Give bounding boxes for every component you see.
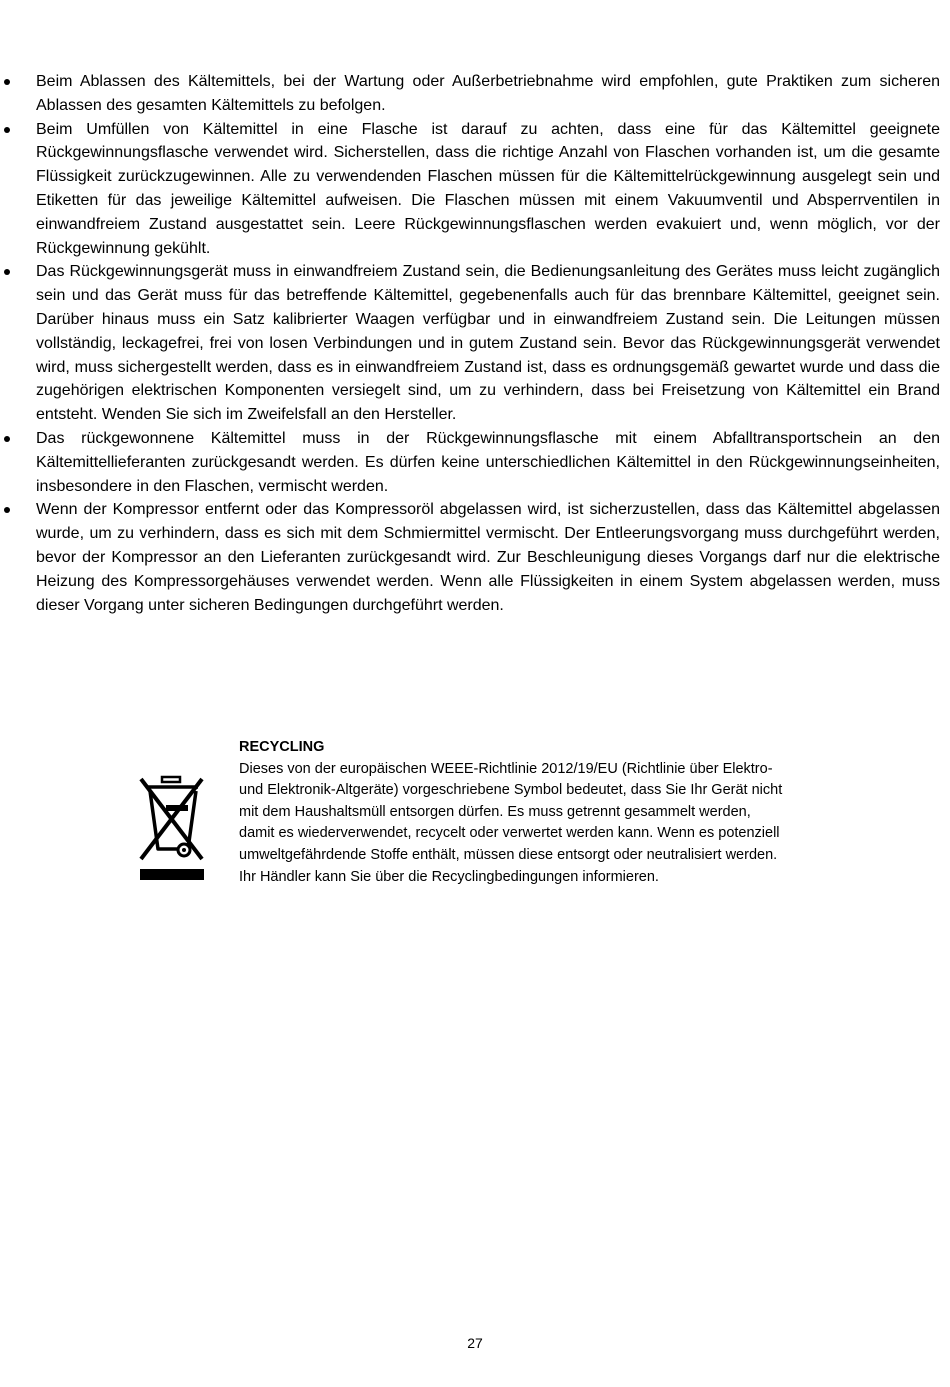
- bullet-text: Beim Ablassen des Kältemittels, bei der Wartung oder Außerbetriebnahme wird empfohlen, gute Praktiken zum sicheren Ablassen des gesamten Kältemittels zu befolgen.: [36, 73, 940, 114]
- bullet-item: [0, 427, 950, 498]
- bullet-text: Wenn der Kompressor entfernt oder das Kompressoröl abgelassen wird, ist sicherzustellen, dass das Kältemittel abgelassen wurde, um zu verhindern, dass es sich mit dem Schmiermittel vermischt. Der Entleerungsvorgang muss durchgeführt werden, bevor der Kompressor an den Lieferanten zurückgesandt wird. Zur Beschleunigung dieses Vorgangs darf nur die elektrische Heizung des Kompressorgehäuses verwendet werden. Wenn alle Flüssigkeiten in einem System abgelassen werden, muss dieser Vorgang unter sicheren Bedingungen durchgeführt werden.: [36, 501, 940, 614]
- recycling-text-line: umweltgefährdende Stoffe enthält, müssen diese entsorgt oder neutralisiert werden.: [239, 846, 778, 863]
- recycling-title: RECYCLING: [239, 739, 325, 755]
- bullet-item: [0, 118, 950, 261]
- recycling-text-line: mit dem Haushaltsmüll entsorgen dürfen. Es muss getrennt gesammelt werden,: [239, 803, 751, 820]
- recycling-text-line: und Elektronik-Altgeräte) vorgeschriebene Symbol bedeutet, dass Sie Ihr Gerät nicht: [239, 782, 783, 799]
- recycling-section: [239, 737, 879, 888]
- recycling-text-line: Dieses von der europäischen WEEE-Richtlinie 2012/19/EU (Richtlinie über Elektro-: [239, 760, 773, 777]
- bullet-text: Beim Umfüllen von Kältemittel in eine Flasche ist darauf zu achten, dass eine für das Kältemittel geeignete Rückgewinnungsflasche verwendet wird. Sicherstellen, dass die richtige Anzahl von Flaschen vorhanden ist, um die gesamte Flüssigkeit zurückzugewinnen. Alle zu verwendenden Flaschen müssen für die Kältemittelrückgewinnung ausgelegt sein und Etiketten für das jeweilige Kältemittel aufweisen. Die Flaschen müssen mit einem Vakuumventil und Absperrventilen in einwandfreiem Zustand ausgestattet sein. Leere Rückgewinnungsflaschen werden evakuiert und, wenn möglich, vor der Rückgewinnung gekühlt.: [36, 120, 940, 257]
- bullet-dot: [4, 269, 10, 275]
- bullet-dot: [4, 507, 10, 513]
- bullet-dot: [4, 436, 10, 442]
- bullet-text: Das Rückgewinnungsgerät muss in einwandfreiem Zustand sein, die Bedienungsanleitung des Gerätes muss leicht zugänglich sein und das Gerät muss für das betreffende Kältemittel, gegebenenfalls auch für das brennbare Kältemittel, geeignet sein. Darüber hinaus muss ein Satz kalibrierter Waagen verfügbar und in einwandfreiem Zustand sein. Die Leitungen müssen vollständig, leckagefrei, frei von losen Verbindungen und in gutem Zustand sein. Bevor das Rückgewinnungsgerät verwendet wird, muss sichergestellt werden, dass es in einwandfreiem Zustand ist, dass es ordnungsgemäß gewartet wurde und dass die zugehörigen elektrischen Komponenten versiegelt sind, um zu verhindern, dass bei Freisetzung von Kältemittel ein Brand entsteht. Wenden Sie sich im Zweifelsfall an den Hersteller.: [36, 263, 940, 424]
- bullet-dot: [4, 79, 10, 85]
- bullet-item: [0, 70, 950, 118]
- crossed-out-wheelie-bin-icon: [136, 773, 208, 883]
- page-number: 27: [467, 1335, 483, 1351]
- bullet-text: Das rückgewonnene Kältemittel muss in der Rückgewinnungsflasche mit einem Abfalltransportschein an den Kältemittellieferanten zurückgesandt werden. Es dürfen keine unterschiedlichen Kältemittel in den Rückgewinnungseinheiten, insbesondere in den Flaschen, vermischt werden.: [36, 429, 940, 495]
- bullet-item: [0, 260, 950, 427]
- bullet-list: [0, 70, 950, 617]
- bullet-dot: [4, 127, 10, 133]
- recycling-text-line: damit es wiederverwendet, recycelt oder verwertet werden kann. Wenn es potenziell: [239, 825, 780, 842]
- recycling-text-line: Ihr Händler kann Sie über die Recyclingbedingungen informieren.: [239, 868, 659, 885]
- bullet-item: [0, 498, 950, 617]
